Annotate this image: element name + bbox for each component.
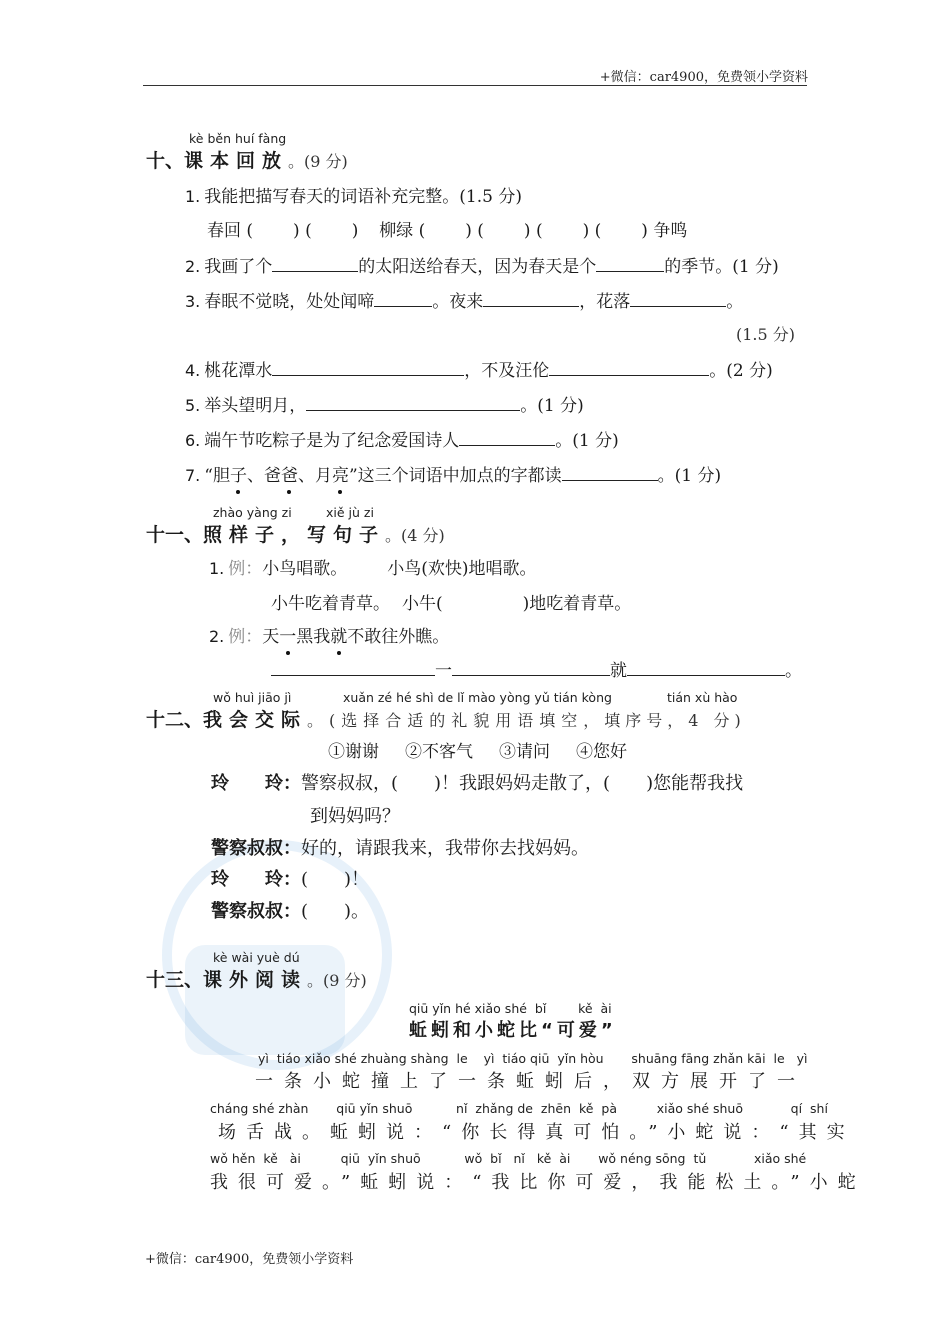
answer-blank[interactable] — [562, 462, 658, 481]
story-line-1-pinyin: yì tiáo xiǎo shé zhuàng shàng le yì tiáo qiū yǐn hòu shuāng fāng zhǎn kāi le yì — [258, 1051, 808, 1066]
dialogue-line-1: 玲 玲：警察叔叔，( )！我跟妈妈走散了，( )您能帮我找 — [211, 773, 744, 794]
page-header: +微信：car4900，免费领小学资料 — [599, 70, 808, 85]
section-13-pinyin: kè wài yuè dú — [213, 950, 300, 965]
section-11-heading: 十一、照样子，写句子。(4 分) — [146, 524, 445, 546]
story-title-pinyin: qiū yǐn hé xiǎo shé bǐ kě ài — [409, 1001, 612, 1016]
section-10-heading — [146, 146, 348, 173]
q10-4: 4. 桃花潭水 ，不及汪伦 。(2 分) — [185, 356, 773, 381]
q10-2: 2. 我画了个 的太阳送给春天，因为春天是个 的季节。(1 分) — [185, 252, 779, 277]
q10-1-blanks: 春回 ( ) ( ) 柳绿 ( ) ( ) ( ) ( ) 争鸣 — [207, 221, 688, 241]
answer-blank[interactable] — [452, 657, 610, 676]
section-11-pinyin-2: xiě jù zi — [326, 505, 374, 520]
answer-blank[interactable] — [272, 357, 464, 376]
q10-6: 6. 端午节吃粽子是为了纪念爱国诗人 。(1 分) — [185, 426, 619, 451]
answer-blank[interactable] — [271, 657, 435, 676]
section-12-pinyin-3: tián xù hào — [667, 690, 738, 705]
q10-1-word-c: 争鸣 — [653, 221, 688, 241]
option-list — [328, 737, 627, 762]
q11-1-b: 小牛吃着青草。 小牛( )地吃着青草。 — [271, 594, 632, 614]
dialogue-line-3: 玲 玲：( )！ — [211, 869, 370, 890]
q10-3-score: (1.5 分) — [736, 325, 796, 344]
dialogue-line-1b: 到妈妈吗？ — [310, 806, 400, 827]
option-3: ③请问 — [499, 742, 550, 762]
answer-blank[interactable] — [627, 657, 785, 676]
story-line-2-pinyin: cháng shé zhàn qiū yǐn shuō nǐ zhǎng de zhēn kě pà xiǎo shé shuō qí shí — [210, 1101, 828, 1116]
answer-blank[interactable] — [272, 253, 358, 272]
story-title: 蚯蚓和小蛇比“可爱” — [409, 1020, 617, 1041]
option-1: ①谢谢 — [328, 742, 379, 762]
q10-1-text: 我能把描写春天的词语补充完整。(1.5 分) — [204, 187, 522, 207]
answer-blank[interactable] — [630, 288, 726, 307]
q11-1: 1. 例：小鸟唱歌。 小鸟(欢快)地唱歌。 — [209, 559, 537, 579]
q11-2: 2. 例：天一黑我就不敢往外瞧。 — [209, 627, 450, 647]
answer-blank[interactable] — [306, 392, 520, 411]
dialogue-line-2: 警察叔叔：好的，请跟我来，我带你去找妈妈。 — [211, 838, 589, 859]
section-12-pinyin-2: xuǎn zé hé shì de lǐ mào yòng yǔ tián kòng — [343, 690, 612, 705]
q10-1-number: 1. — [185, 187, 201, 206]
story-line-2: 场舌战。蚯蚓说：“你长得真可怕。”小蛇说：“其实 — [218, 1122, 855, 1143]
option-4: ④您好 — [576, 742, 627, 762]
section-10-title: 课本回放 — [184, 150, 289, 172]
answer-blank[interactable] — [374, 288, 432, 307]
answer-blank[interactable] — [459, 427, 555, 446]
section-10-number: 十、 — [146, 150, 185, 172]
q10-1-word-a: 春回 — [207, 221, 241, 241]
section-10-score: 。(9 分) — [288, 152, 348, 171]
section-13-heading: 十三、课外阅读。(9 分) — [146, 969, 367, 991]
section-10-pinyin: kè běn huí fàng — [189, 131, 287, 146]
dialogue-line-4: 警察叔叔：( )。 — [211, 901, 370, 922]
q10-1 — [185, 182, 522, 207]
q10-7: 7. “胆子、爸爸、月亮”这三个词语中加点的字都读 。(1 分) — [185, 461, 721, 486]
story-line-3: 我很可爱。”蚯蚓说：“我比你可爱，我能松土。”小蛇 — [210, 1172, 866, 1193]
header-rule — [143, 85, 807, 86]
section-11-pinyin-1: zhào yàng zi — [213, 505, 292, 520]
q11-2-blanks: 一 就 。 — [271, 656, 802, 681]
answer-blank[interactable] — [549, 357, 709, 376]
story-line-1: 一条小蛇撞上了一条蚯蚓后，双方展开了一 — [255, 1071, 806, 1092]
option-2: ②不客气 — [405, 742, 473, 762]
section-12-heading: 十二、我会交际。(选择合适的礼貌用语填空，填序号，4 分) — [146, 709, 746, 731]
page-footer: +微信：car4900，免费领小学资料 — [145, 1252, 354, 1267]
section-12-pinyin-1: wǒ huì jiāo jì — [213, 690, 292, 705]
story-line-3-pinyin: wǒ hěn kě ài qiū yǐn shuō wǒ bǐ nǐ kě ài wǒ néng sōng tǔ xiǎo shé — [210, 1151, 807, 1166]
q10-3: 3. 春眠不觉晓，处处闻啼 。夜来 ，花落 。 — [185, 287, 743, 312]
answer-blank[interactable] — [596, 253, 664, 272]
answer-blank[interactable] — [483, 288, 579, 307]
q10-5: 5. 举头望明月， 。(1 分) — [185, 391, 584, 416]
q10-1-word-b: 柳绿 — [379, 221, 414, 241]
